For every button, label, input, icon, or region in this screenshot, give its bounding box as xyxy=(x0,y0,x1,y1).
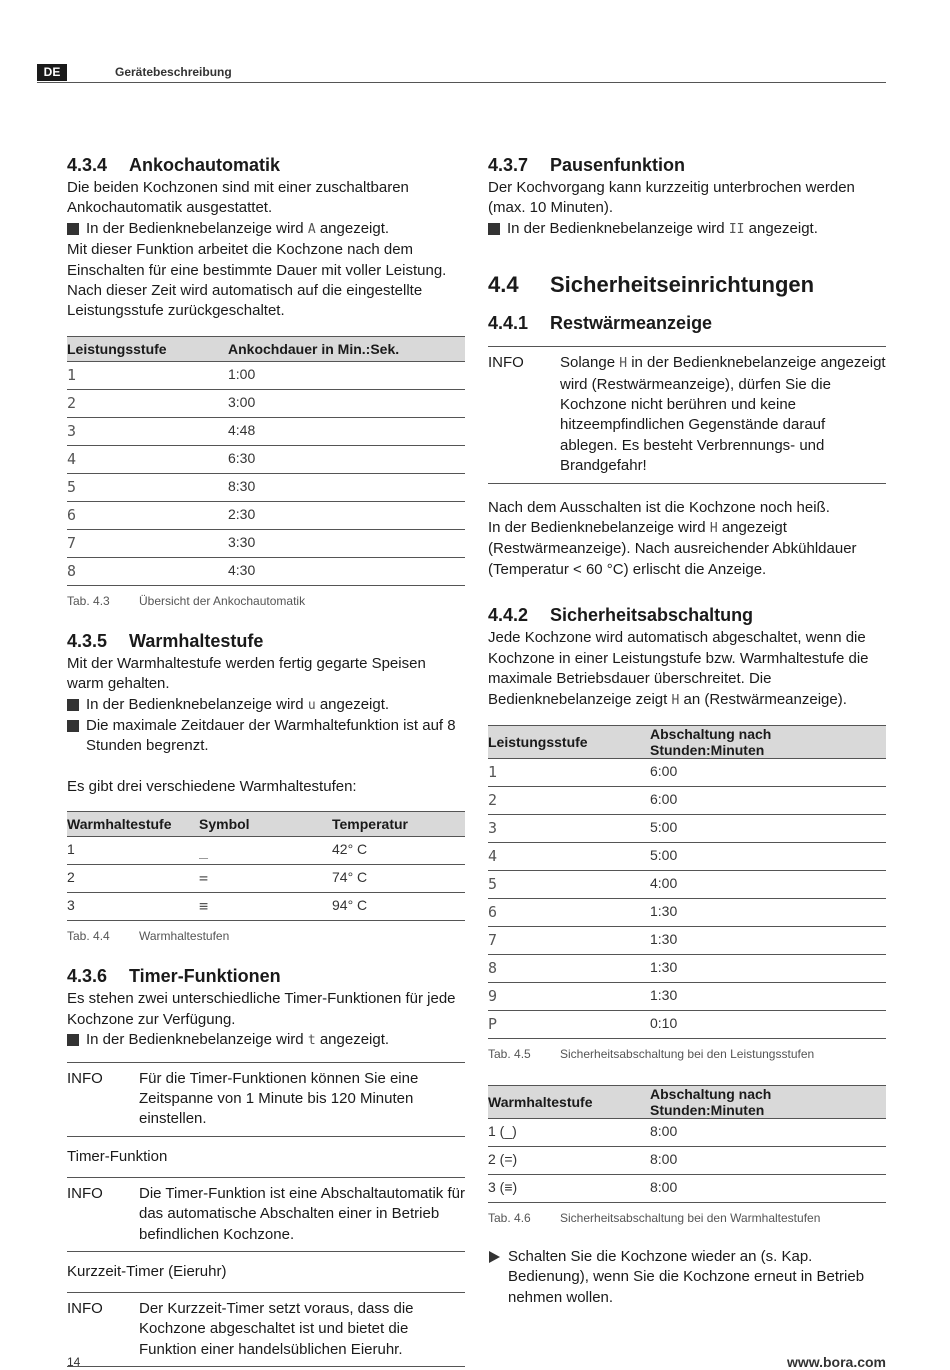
table-row xyxy=(67,501,465,529)
table-cell: 74° C xyxy=(332,865,465,893)
table-header: Leistungsstufe xyxy=(67,336,228,361)
table-row xyxy=(67,893,465,921)
bullet-item: In der Bedienknebelanzeige wird t angezeigt. xyxy=(67,1030,465,1051)
info-label: INFO xyxy=(67,1069,103,1087)
table-header: Temperatur xyxy=(332,812,465,837)
table-cell: 1 xyxy=(488,758,650,786)
table-caption: Tab. 4.4 Warmhaltestufen xyxy=(67,929,230,944)
table-cell: 3:00 xyxy=(228,389,465,417)
page-number: 14 xyxy=(67,1355,81,1369)
table-header: Warmhaltestufe xyxy=(488,1085,650,1118)
action-step: Schalten Sie die Kochzone wieder an (s. Kap. Bedienung), wenn Sie die Kochzone erneut in Betrieb nehmen wollen. xyxy=(488,1247,886,1308)
info-text: Solange H in der Bedienknebelanzeige angezeigt wird (Restwärmeanzeige), dürfen Sie die Kochzone nicht berühren und keine hitzeempfindlichen Gegenstände darauf ablegen. Es besteht Verbrennungs- und Brandgefahr! xyxy=(560,354,886,475)
info-label: INFO xyxy=(67,1299,103,1317)
table-cell: 1:30 xyxy=(650,926,886,954)
table-row xyxy=(488,1146,886,1174)
warmhalte-table xyxy=(67,811,465,921)
table-header: Abschaltung nach Stunden:Minuten xyxy=(650,725,886,758)
info-box xyxy=(67,1292,465,1367)
info-text: Die Timer-Funktion ist eine Abschaltautomatik für das automatische Abschalten einer in Betrieb befindlichen Kochzone. xyxy=(139,1184,465,1243)
section-heading-442: 4.4.2 Sicherheitsabschaltung xyxy=(488,605,754,626)
table-cell: 3 xyxy=(488,814,650,842)
table-cell: _ xyxy=(199,837,332,865)
table-cell: 8 xyxy=(488,954,650,982)
abschaltung-warmhalte-table xyxy=(488,1085,886,1203)
display-symbol: u xyxy=(307,697,316,713)
table-header: Symbol xyxy=(199,812,332,837)
section-heading-436: 4.3.6 Timer-Funktionen xyxy=(67,966,281,987)
table-cell: 8:00 xyxy=(650,1174,886,1202)
info-text: Für die Timer-Funktionen können Sie eine Zeitspanne von 1 Minute bis 120 Minuten einstellen. xyxy=(139,1069,419,1128)
right-column xyxy=(488,152,886,1308)
table-row xyxy=(67,557,465,585)
section-heading-437: 4.3.7 Pausenfunktion xyxy=(488,155,686,175)
table-cell: 1 (_) xyxy=(488,1118,650,1146)
table-cell: 2 (=) xyxy=(488,1146,650,1174)
table-row xyxy=(67,473,465,501)
info-label: INFO xyxy=(488,354,524,372)
paragraph: Nach dem Ausschalten ist die Kochzone noch heiß. xyxy=(488,498,830,516)
table-cell: 4 xyxy=(488,842,650,870)
paragraph: Es gibt drei verschiedene Warmhaltestufen: xyxy=(67,777,357,795)
paragraph: Mit der Warmhaltestufe werden fertig gegarte Speisen warm gehalten. xyxy=(67,654,426,693)
footer-url: www.bora.com xyxy=(786,1354,886,1370)
table-cell: 8:30 xyxy=(228,473,465,501)
table-row xyxy=(488,1174,886,1202)
table-row xyxy=(488,842,886,870)
table-cell: 1:30 xyxy=(650,898,886,926)
ankoch-table xyxy=(67,336,465,586)
table-cell: 5 xyxy=(488,870,650,898)
display-symbol: H xyxy=(671,692,680,708)
section-heading-44: 4.4 Sicherheitseinrichtungen xyxy=(488,272,815,298)
info-box xyxy=(488,346,886,483)
table-cell: 8:00 xyxy=(650,1146,886,1174)
language-badge: DE xyxy=(37,64,67,81)
table-cell: 5 xyxy=(67,473,228,501)
table-cell: 1:30 xyxy=(650,982,886,1010)
table-cell: 6:30 xyxy=(228,445,465,473)
table-cell: 8:00 xyxy=(650,1118,886,1146)
abschaltung-leistung-table xyxy=(488,725,886,1039)
display-symbol: A xyxy=(307,221,316,237)
table-row xyxy=(67,865,465,893)
table-row xyxy=(67,389,465,417)
header-title: Gerätebeschreibung xyxy=(115,65,232,79)
table-cell: 4:00 xyxy=(650,870,886,898)
table-cell: 4:30 xyxy=(228,557,465,585)
table-cell: 8 xyxy=(67,557,228,585)
table-header: Warmhaltestufe xyxy=(67,812,199,837)
table-row xyxy=(488,814,886,842)
table-row xyxy=(488,898,886,926)
table-cell: 6:00 xyxy=(650,786,886,814)
info-box xyxy=(67,1177,465,1252)
subheading: Timer-Funktion xyxy=(67,1147,168,1165)
table-row xyxy=(488,1118,886,1146)
table-cell: 1 xyxy=(67,837,199,865)
subheading: Kurzzeit-Timer (Eieruhr) xyxy=(67,1262,227,1280)
paragraph: Die beiden Kochzonen sind mit einer zuschaltbaren Ankochautomatik ausgestattet. xyxy=(67,179,409,217)
table-cell: ≡ xyxy=(199,893,332,921)
table-header: Leistungsstufe xyxy=(488,725,650,758)
table-cell: 4 xyxy=(67,445,228,473)
info-label: INFO xyxy=(67,1184,103,1202)
paragraph: Der Kochvorgang kann kurzzeitig unterbrochen werden (max. 10 Minuten). xyxy=(488,179,855,217)
table-cell: 3:30 xyxy=(228,529,465,557)
table-row xyxy=(67,837,465,865)
page-header xyxy=(37,64,886,83)
display-symbol: H xyxy=(619,356,628,372)
table-cell: 2:30 xyxy=(228,501,465,529)
table-row xyxy=(67,417,465,445)
table-cell: 4:48 xyxy=(228,417,465,445)
info-box xyxy=(67,1062,465,1137)
table-row xyxy=(67,361,465,389)
table-cell: 7 xyxy=(488,926,650,954)
table-cell: 6 xyxy=(488,898,650,926)
table-cell: 3 xyxy=(67,893,199,921)
bullet-item: In der Bedienknebelanzeige wird A angezeigt. xyxy=(67,219,465,240)
table-cell: 7 xyxy=(67,529,228,557)
table-row xyxy=(67,445,465,473)
table-cell: 1:30 xyxy=(650,954,886,982)
paragraph: Jede Kochzone wird automatisch abgeschaltet, wenn die Kochzone in einer Leistungstufe bzw. Warmhaltestufe die maximale Betriebsdauer überschreitet. Die Bedienknebelanzeige zeigt H an (Restwärmeanzeige). xyxy=(488,629,869,708)
table-cell: = xyxy=(199,865,332,893)
display-symbol: II xyxy=(728,221,745,237)
table-caption: Tab. 4.3 Übersicht der Ankochautomatik xyxy=(67,593,306,608)
left-column xyxy=(67,152,465,1367)
section-heading-435: 4.3.5 Warmhaltestufe xyxy=(67,630,264,651)
table-header: Ankochdauer in Min.:Sek. xyxy=(228,336,465,361)
table-cell: 3 xyxy=(67,417,228,445)
paragraph: Es stehen zwei unterschiedliche Timer-Funktionen für jede Kochzone zur Verfügung. xyxy=(67,990,456,1028)
section-heading-441: 4.4.1 Restwärmeanzeige xyxy=(488,313,713,334)
table-cell: 5:00 xyxy=(650,814,886,842)
table-cell: 2 xyxy=(67,865,199,893)
section-heading-434: 4.3.4 Ankochautomatik xyxy=(67,155,281,175)
table-cell: 42° C xyxy=(332,837,465,865)
table-cell: 1:00 xyxy=(228,361,465,389)
table-row xyxy=(67,529,465,557)
table-row xyxy=(488,926,886,954)
display-symbol: H xyxy=(709,521,718,537)
table-cell: 2 xyxy=(488,786,650,814)
table-cell: 94° C xyxy=(332,893,465,921)
table-row xyxy=(488,786,886,814)
table-caption: Tab. 4.6 Sicherheitsabschaltung bei den Warmhaltestufen xyxy=(488,1210,821,1225)
table-cell: P xyxy=(488,1010,650,1038)
table-cell: 5:00 xyxy=(650,842,886,870)
table-cell: 2 xyxy=(67,389,228,417)
table-cell: 0:10 xyxy=(650,1010,886,1038)
table-cell: 6:00 xyxy=(650,758,886,786)
bullet-item: Die maximale Zeitdauer der Warmhaltefunktion ist auf 8 Stunden begrenzt. xyxy=(67,716,465,757)
table-row xyxy=(488,954,886,982)
table-cell: 9 xyxy=(488,982,650,1010)
table-cell: 3 (≡) xyxy=(488,1174,650,1202)
table-header: Abschaltung nach Stunden:Minuten xyxy=(650,1085,886,1118)
display-symbol: t xyxy=(307,1033,316,1049)
bullet-item: In der Bedienknebelanzeige wird u angezeigt. xyxy=(67,695,465,716)
paragraph: In der Bedienknebelanzeige wird H angezeigt (Restwärmeanzeige). Nach ausreichender Abkühldauer (Temperatur < 60 °C) erlischt die Anzeige. xyxy=(488,519,857,578)
table-cell: 1 xyxy=(67,361,228,389)
table-cell: 6 xyxy=(67,501,228,529)
bullet-item: In der Bedienknebelanzeige wird II angezeigt. xyxy=(488,219,886,240)
paragraph: Mit dieser Funktion arbeitet die Kochzone nach dem Einschalten für eine bestimmte Dauer mit voller Leistung. Nach dieser Zeit wird automatisch auf die eingestellte Leistungsstufe zurückgeschaltet. xyxy=(67,241,447,320)
table-row xyxy=(488,982,886,1010)
info-text: Der Kurzzeit-Timer setzt voraus, dass die Kochzone abgeschaltet ist und bietet die Funktion einer handelsüblichen Eieruhr. xyxy=(139,1299,414,1358)
table-caption: Tab. 4.5 Sicherheitsabschaltung bei den Leistungsstufen xyxy=(488,1046,815,1061)
table-row xyxy=(488,758,886,786)
table-row xyxy=(488,870,886,898)
table-row xyxy=(488,1010,886,1038)
